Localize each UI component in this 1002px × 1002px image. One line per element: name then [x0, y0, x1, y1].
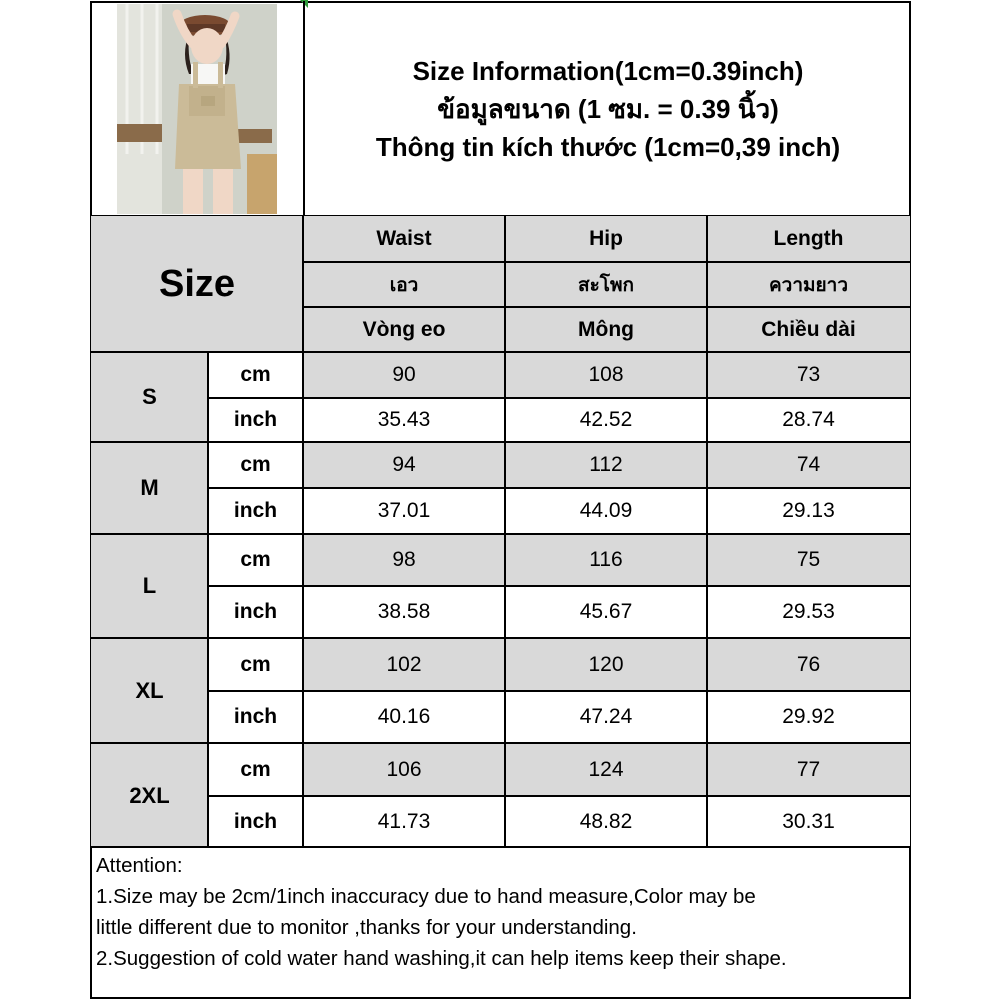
length-inch-s: 28.74	[707, 398, 910, 442]
length-inch-l: 29.53	[707, 586, 910, 638]
length-inch-2xl: 30.31	[707, 796, 910, 848]
hip-cm-l: 116	[505, 534, 707, 586]
size-header: Size	[91, 216, 303, 352]
waist-cm-xl: 102	[303, 638, 505, 691]
waist-inch-s: 35.43	[303, 398, 505, 442]
waist-inch-2xl: 41.73	[303, 796, 505, 848]
hip-inch-m: 44.09	[505, 488, 707, 534]
col-header-length-en: Length	[707, 216, 910, 262]
length-inch-m: 29.13	[707, 488, 910, 534]
hip-inch-s: 42.52	[505, 398, 707, 442]
waist-cm-s: 90	[303, 352, 505, 398]
unit-label-inch-s: inch	[208, 398, 303, 442]
col-header-length-vi: Chiều dài	[707, 307, 910, 352]
hip-cm-m: 112	[505, 442, 707, 488]
unit-label-cm-s: cm	[208, 352, 303, 398]
unit-label-inch-xl: inch	[208, 691, 303, 743]
attention-line-2: little different due to monitor ,thanks for your understanding.	[96, 916, 637, 939]
title-english: Size Information(1cm=0.39inch)	[412, 56, 804, 86]
hip-cm-s: 108	[505, 352, 707, 398]
unit-label-cm-2xl: cm	[208, 743, 303, 796]
hip-cm-xl: 120	[505, 638, 707, 691]
attention-heading: Attention:	[96, 854, 183, 877]
unit-label-cm-l: cm	[208, 534, 303, 586]
size-label-xl: XL	[91, 638, 208, 743]
title-vietnamese: Thông tin kích thước (1cm=0,39 inch)	[375, 132, 841, 162]
size-label-2xl: 2XL	[91, 743, 208, 848]
product-photo-illustration	[117, 4, 277, 214]
col-header-hip-th: สะโพก	[505, 262, 707, 307]
waist-inch-xl: 40.16	[303, 691, 505, 743]
col-header-hip-vi: Mông	[505, 307, 707, 352]
unit-label-cm-m: cm	[208, 442, 303, 488]
length-cm-m: 74	[707, 442, 910, 488]
col-header-waist-en: Waist	[303, 216, 505, 262]
col-header-waist-th: เอว	[303, 262, 505, 307]
size-label-s: S	[91, 352, 208, 442]
length-cm-s: 73	[707, 352, 910, 398]
unit-label-inch-l: inch	[208, 586, 303, 638]
waist-inch-l: 38.58	[303, 586, 505, 638]
product-photo	[117, 4, 277, 214]
size-info-title	[305, 52, 911, 166]
unit-label-cm-xl: cm	[208, 638, 303, 691]
length-cm-l: 75	[707, 534, 910, 586]
attention-line-1: 1.Size may be 2cm/1inch inaccuracy due to hand measure,Color may be	[96, 885, 756, 908]
length-cm-xl: 76	[707, 638, 910, 691]
waist-cm-m: 94	[303, 442, 505, 488]
unit-label-inch-2xl: inch	[208, 796, 303, 848]
col-header-waist-vi: Vòng eo	[303, 307, 505, 352]
length-cm-2xl: 77	[707, 743, 910, 796]
waist-inch-m: 37.01	[303, 488, 505, 534]
col-header-length-th: ความยาว	[707, 262, 910, 307]
hip-inch-2xl: 48.82	[505, 796, 707, 848]
waist-cm-l: 98	[303, 534, 505, 586]
title-thai: ข้อมูลขนาด (1 ซม. = 0.39 นิ้ว)	[437, 94, 779, 124]
size-label-m: M	[91, 442, 208, 534]
waist-cm-2xl: 106	[303, 743, 505, 796]
length-inch-xl: 29.92	[707, 691, 910, 743]
col-header-hip-en: Hip	[505, 216, 707, 262]
size-label-l: L	[91, 534, 208, 638]
hip-cm-2xl: 124	[505, 743, 707, 796]
unit-label-inch-m: inch	[208, 488, 303, 534]
hip-inch-l: 45.67	[505, 586, 707, 638]
hip-inch-xl: 47.24	[505, 691, 707, 743]
attention-line-3: 2.Suggestion of cold water hand washing,it can help items keep their shape.	[96, 947, 787, 970]
attention-notes	[96, 850, 908, 974]
size-table	[91, 216, 910, 848]
